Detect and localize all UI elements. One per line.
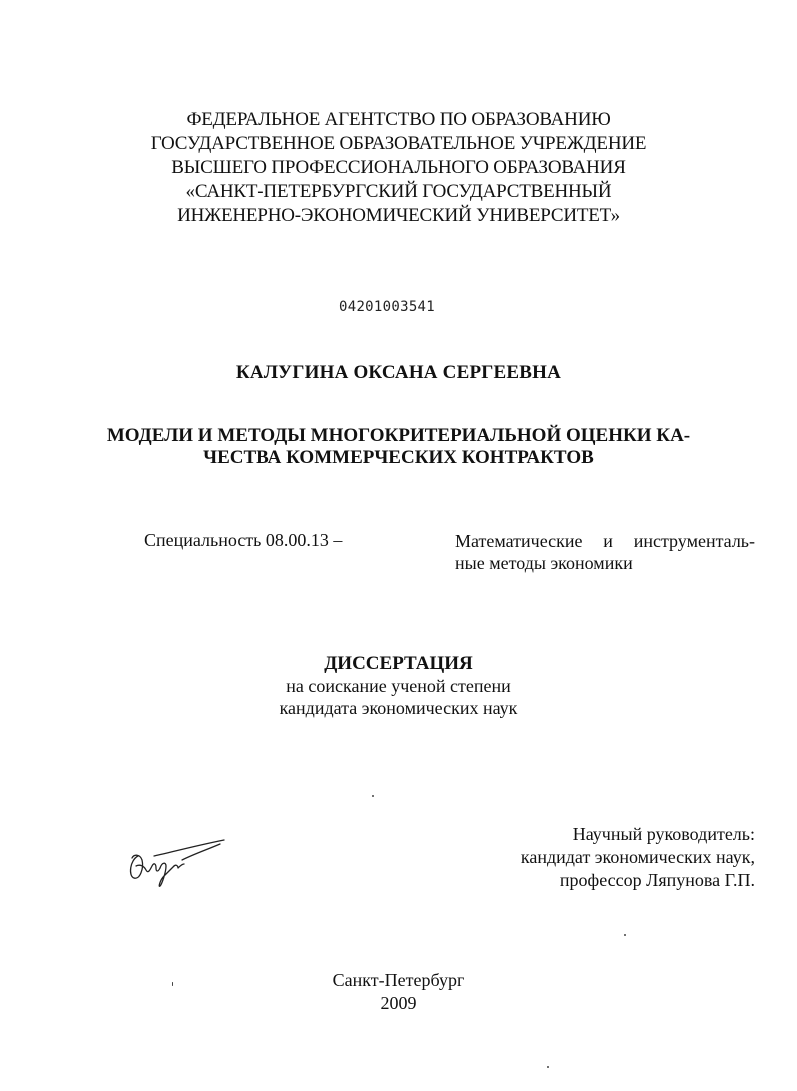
specialty-value bbox=[455, 530, 755, 574]
header-line: «САНКТ-ПЕТЕРБУРГСКИЙ ГОСУДАРСТВЕННЫЙ bbox=[185, 181, 612, 202]
year: 2009 bbox=[380, 993, 417, 1013]
degree-line: на соискание ученой степени bbox=[286, 676, 511, 696]
scan-speck bbox=[372, 795, 374, 797]
scan-speck bbox=[172, 982, 173, 986]
organization-header bbox=[0, 108, 797, 228]
specialty-value-line: ные методы экономики bbox=[455, 553, 633, 573]
header-line: ВЫСШЕГО ПРОФЕССИОНАЛЬНОГО ОБРАЗОВАНИЯ bbox=[171, 157, 626, 178]
supervisor-line: Научный руководитель: bbox=[572, 824, 755, 844]
city: Санкт-Петербург bbox=[332, 970, 465, 990]
author-name: КАЛУГИНА ОКСАНА СЕРГЕЕВНА bbox=[235, 362, 562, 383]
thesis-title bbox=[0, 425, 797, 469]
scan-speck bbox=[547, 1066, 549, 1068]
supervisor-line: кандидат экономических наук, bbox=[520, 847, 755, 867]
title-line: МОДЕЛИ И МЕТОДЫ МНОГОКРИТЕРИАЛЬНОЙ ОЦЕНКИ КА- bbox=[106, 425, 691, 446]
header-line: ГОСУДАРСТВЕННОЕ ОБРАЗОВАТЕЛЬНОЕ УЧРЕЖДЕНИЕ bbox=[150, 133, 647, 154]
scan-speck bbox=[624, 934, 626, 936]
dissertation-title: ДИССЕРТАЦИЯ bbox=[324, 653, 473, 674]
title-line: ЧЕСТВА КОММЕРЧЕСКИХ КОНТРАКТОВ bbox=[203, 447, 594, 468]
degree-line: кандидата экономических наук bbox=[279, 698, 518, 718]
specialty-label: Специальность 08.00.13 – bbox=[144, 530, 343, 550]
supervisor-block bbox=[521, 823, 755, 892]
handwritten-signature bbox=[124, 836, 228, 888]
footer-block bbox=[0, 969, 797, 1015]
supervisor-line: профессор Ляпунова Г.П. bbox=[559, 870, 755, 890]
dissertation-block bbox=[0, 653, 797, 719]
document-code: 04201003541 bbox=[339, 299, 436, 315]
specialty-value-line: Математические и инструменталь- bbox=[455, 531, 755, 551]
header-line: ИНЖЕНЕРНО-ЭКОНОМИЧЕСКИЙ УНИВЕРСИТЕТ» bbox=[177, 205, 620, 226]
header-line: ФЕДЕРАЛЬНОЕ АГЕНТСТВО ПО ОБРАЗОВАНИЮ bbox=[186, 109, 611, 130]
